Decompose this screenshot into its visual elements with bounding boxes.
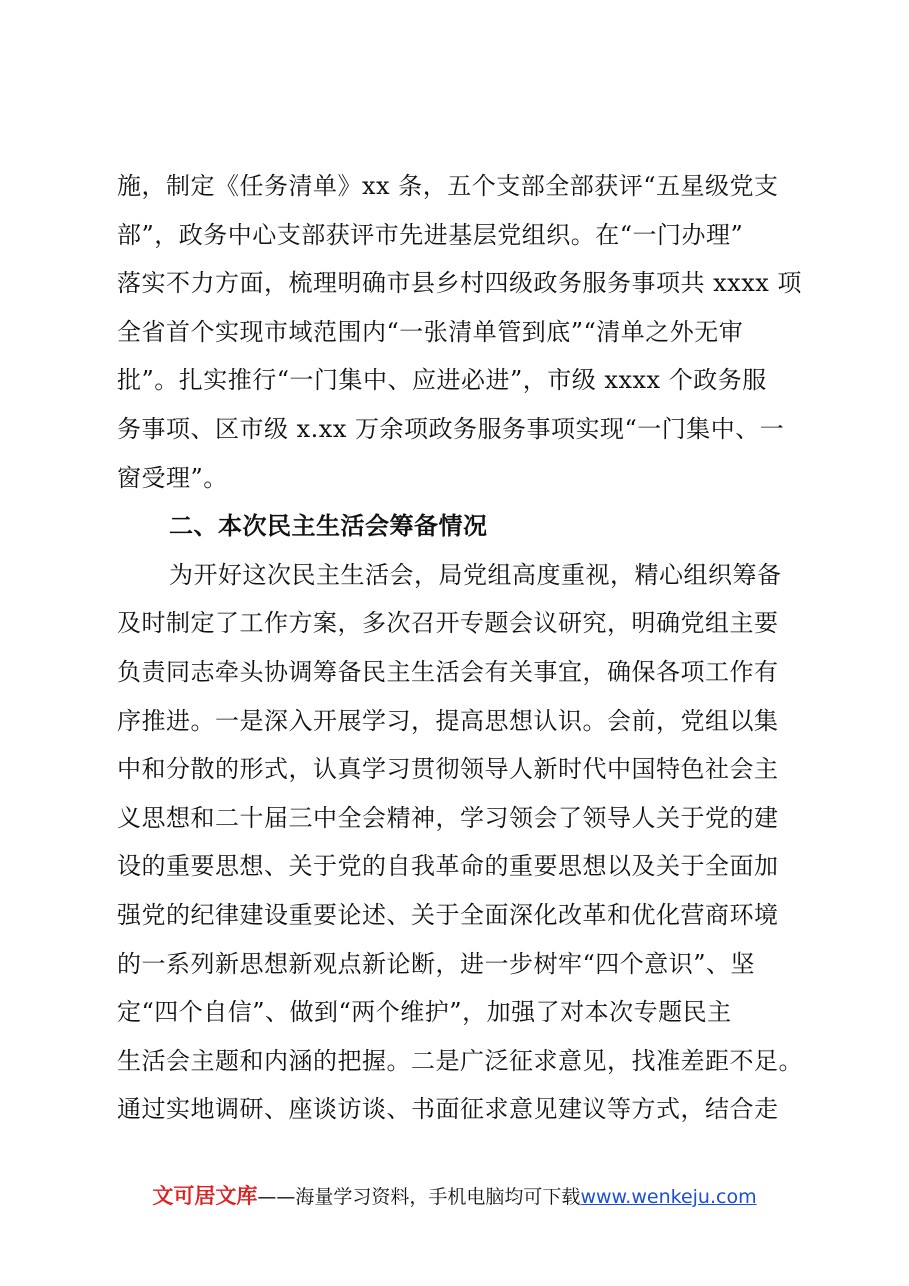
text-line: 序推进。一是深入开展学习，提高思想认识。会前，党组以集	[117, 706, 779, 735]
text-line: 务事项、区市级 x.xx 万余项政务服务事项实现“一门集中、一	[117, 414, 785, 443]
section-heading: 二、本次民主生活会筹备情况	[169, 512, 488, 541]
text-line: 施，制定《任务清单》xx 条，五个支部全部获评“五星级党支	[117, 172, 779, 200]
text-line: 强党的纪律建设重要论述、关于全面深化改革和优化营商环境	[117, 900, 779, 929]
paragraph-first-line: 为开好这次民主生活会，局党组高度重视，精心组织筹备	[169, 560, 782, 589]
text-line: 中和分散的形式，认真学习贯彻领导人新时代中国特色社会主	[117, 755, 779, 784]
brand-name: 文可居文库	[152, 1184, 258, 1208]
footer-slogan: ——海量学习资料，手机电脑均可下载	[257, 1186, 581, 1208]
text-line: 的一系列新思想新观点新论断，进一步树牢“四个意识”、坚	[117, 949, 756, 978]
text-line: 落实不力方面，梳理明确市县乡村四级政务服务事项共 xxxx 项	[117, 269, 802, 298]
text-line: 及时制定了工作方案，多次召开专题会议研究，明确党组主要	[117, 609, 779, 638]
website-link[interactable]: www.wenkeju.com	[580, 1186, 757, 1208]
text-line: 义思想和二十届三中全会精神，学习领会了领导人关于党的建	[117, 803, 779, 832]
text-line: 窗受理”。	[117, 463, 228, 492]
document-body	[117, 162, 817, 1134]
text-line: 部”，政务中心支部获评市先进基层党组织。在“一门办理”	[117, 220, 744, 249]
footer-banner	[0, 1180, 909, 1210]
text-line: 批”。扎实推行“一门集中、应进必进”，市级 xxxx 个政务服	[117, 366, 767, 395]
text-line: 设的重要思想、关于党的自我革命的重要思想以及关于全面加	[117, 852, 779, 881]
text-line: 定“四个自信”、做到“两个维护”，加强了对本次专题民主	[117, 998, 732, 1027]
text-line: 全省首个实现市域范围内“一张清单管到底”“清单之外无审	[117, 317, 744, 346]
text-line: 通过实地调研、座谈访谈、书面征求意见建议等方式，结合走	[117, 1095, 779, 1124]
text-line: 生活会主题和内涵的把握。二是广泛征求意见，找准差距不足。	[117, 1046, 803, 1075]
text-line: 负责同志牵头协调筹备民主生活会有关事宜，确保各项工作有	[117, 657, 779, 686]
